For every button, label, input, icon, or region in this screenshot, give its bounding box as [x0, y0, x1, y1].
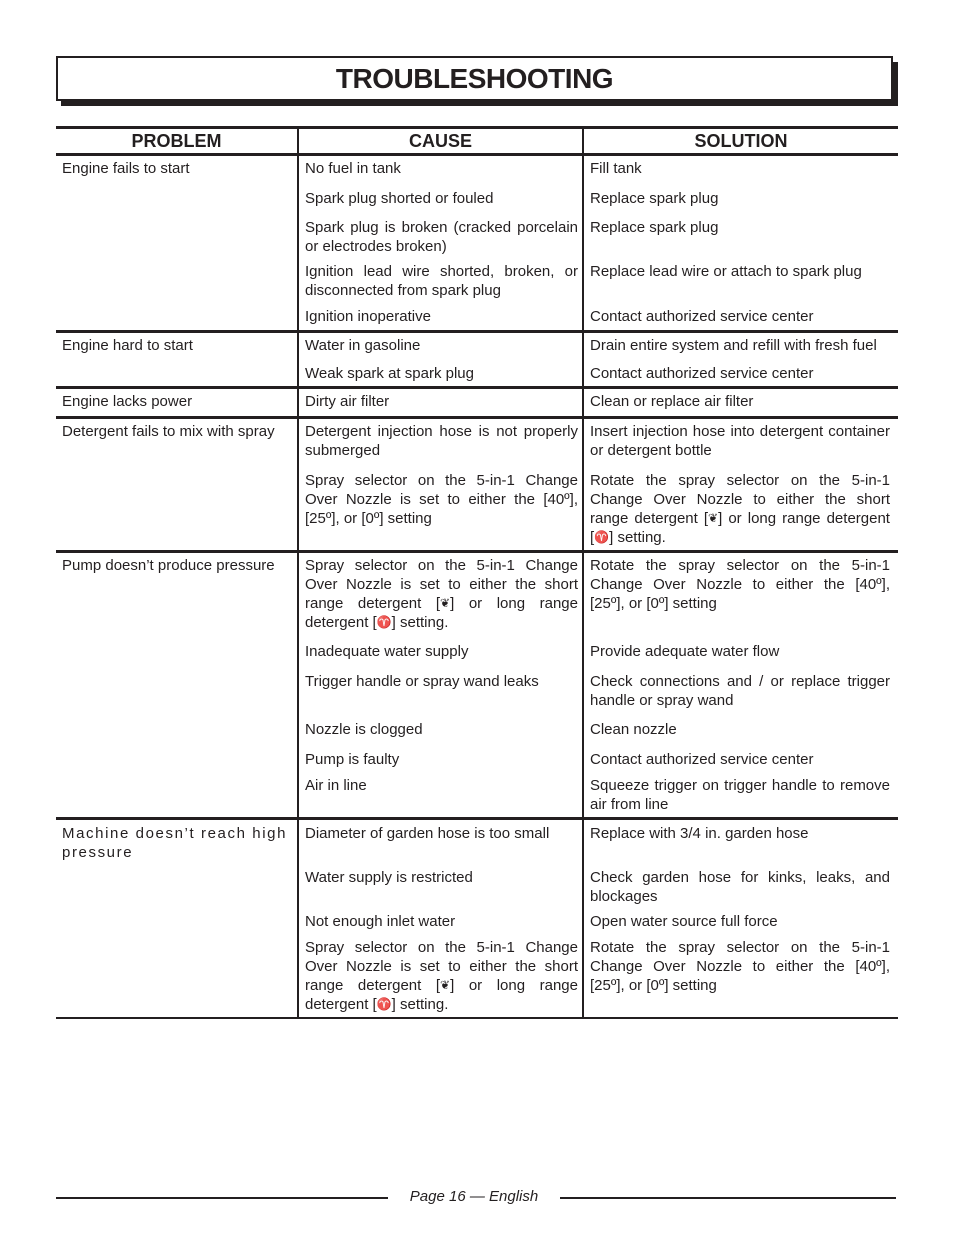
short-range-detergent-icon: ❦ [440, 596, 451, 610]
column-divider-1 [297, 126, 299, 1019]
solution-cell: Clean or replace air filter [590, 393, 754, 410]
cause-text: Spray selector on the 5-in-1 Change Over Nozzle is set to either the short range detergent [ [305, 939, 578, 994]
cause-cell: Spray selector on the 5-in-1 Change Over Nozzle is set to either the [40º], [25º], or [0º] setting [305, 472, 578, 527]
solution-cell: Drain entire system and refill with fresh fuel [590, 337, 877, 354]
header-cause: CAUSE [408, 130, 472, 151]
table-bottom-rule [56, 1017, 898, 1019]
cause-text: ] setting. [391, 614, 449, 631]
solution-cell: Check connections and / or replace trigger handle or spray wand [590, 673, 890, 709]
solution-cell: Open water source full force [590, 913, 778, 930]
cause-cell: Ignition inoperative [305, 308, 431, 325]
cause-cell: Diameter of garden hose is too small [305, 825, 550, 842]
problem-cell: Engine hard to start [62, 337, 193, 354]
column-divider-2 [582, 126, 584, 1019]
cause-text: ] or long range detergent [ [305, 977, 578, 1013]
solution-cell: Replace lead wire or attach to spark plug [590, 263, 862, 280]
cause-cell: Pump is faulty [305, 751, 400, 768]
short-range-detergent-icon: ❦ [440, 978, 451, 992]
solution-cell: Replace spark plug [590, 219, 719, 236]
solution-cell: Insert injection hose into detergent container or detergent bottle [590, 423, 890, 459]
cause-cell: Inadequate water supply [305, 643, 469, 660]
cause-cell: Nozzle is clogged [305, 721, 423, 738]
solution-cell: Fill tank [590, 160, 642, 177]
cause-cell: Not enough inlet water [305, 913, 456, 930]
cause-cell [305, 556, 578, 632]
solution-cell [590, 471, 890, 547]
row-divider [56, 550, 898, 553]
cause-cell: Dirty air filter [305, 393, 390, 410]
problem-cell: Machine doesn’t reach high pressure [62, 825, 288, 861]
cause-cell: Ignition lead wire shorted, broken, or disconnected from spark plug [305, 263, 578, 299]
page-footer: Page 16 — English [409, 1188, 539, 1205]
row-divider [56, 817, 898, 820]
solution-cell: Contact authorized service center [590, 751, 814, 768]
footer-rule-right [560, 1197, 896, 1199]
long-range-detergent-icon: ♈ [376, 615, 392, 629]
short-range-detergent-icon: ❦ [708, 511, 719, 525]
cause-text: Spray selector on the 5-in-1 Change Over Nozzle is set to either the short range detergent [ [305, 557, 578, 612]
cause-cell: Detergent injection hose is not properly submerged [305, 423, 578, 459]
solution-cell: Contact authorized service center [590, 365, 814, 382]
solution-cell: Provide adequate water flow [590, 643, 780, 660]
solution-text: Rotate the spray selector on the 5-in-1 Change Over Nozzle to either the short range detergent [ [590, 472, 890, 527]
cause-cell: Weak spark at spark plug [305, 365, 474, 382]
cause-cell [305, 938, 578, 1014]
solution-cell: Check garden hose for kinks, leaks, and blockages [590, 869, 890, 905]
cause-cell: Water supply is restricted [305, 869, 473, 886]
footer-rule-left [56, 1197, 388, 1199]
problem-cell: Pump doesn’t produce pressure [62, 557, 275, 574]
cause-cell: Trigger handle or spray wand leaks [305, 673, 539, 690]
long-range-detergent-icon: ♈ [594, 530, 610, 544]
cause-cell: Water in gasoline [305, 337, 421, 354]
solution-cell: Rotate the spray selector on the 5-in-1 Change Over Nozzle to either the [40º], [25º], or [0º] setting [590, 557, 890, 612]
solution-cell: Clean nozzle [590, 721, 677, 738]
solution-text: ] or long range detergent [ [590, 510, 890, 546]
solution-cell: Replace spark plug [590, 190, 719, 207]
header-problem: PROBLEM [131, 130, 222, 151]
solution-cell: Rotate the spray selector on the 5-in-1 Change Over Nozzle to either the [40º], [25º], or [0º] setting [590, 939, 890, 994]
row-divider [56, 416, 898, 419]
cause-text: ] setting. [391, 996, 449, 1013]
problem-cell: Detergent fails to mix with spray [62, 423, 275, 440]
row-divider [56, 330, 898, 333]
cause-cell: No fuel in tank [305, 160, 401, 177]
header-solution: SOLUTION [694, 130, 788, 151]
title-box [56, 56, 893, 101]
cause-text: ] or long range detergent [ [305, 595, 578, 631]
header-bottom-rule [56, 153, 898, 156]
long-range-detergent-icon: ♈ [376, 997, 392, 1011]
cause-cell: Spark plug shorted or fouled [305, 190, 494, 207]
solution-cell: Replace with 3/4 in. garden hose [590, 825, 809, 842]
solution-cell: Contact authorized service center [590, 308, 814, 325]
problem-cell: Engine lacks power [62, 393, 193, 410]
problem-cell: Engine fails to start [62, 160, 190, 177]
cause-cell: Air in line [305, 777, 367, 794]
solution-text: ] setting. [609, 529, 666, 546]
solution-cell: Squeeze trigger on trigger handle to remove air from line [590, 777, 890, 813]
page-title: TROUBLESHOOTING [335, 62, 614, 94]
row-divider [56, 386, 898, 389]
cause-cell: Spark plug is broken (cracked porcelain or electrodes broken) [305, 219, 578, 255]
